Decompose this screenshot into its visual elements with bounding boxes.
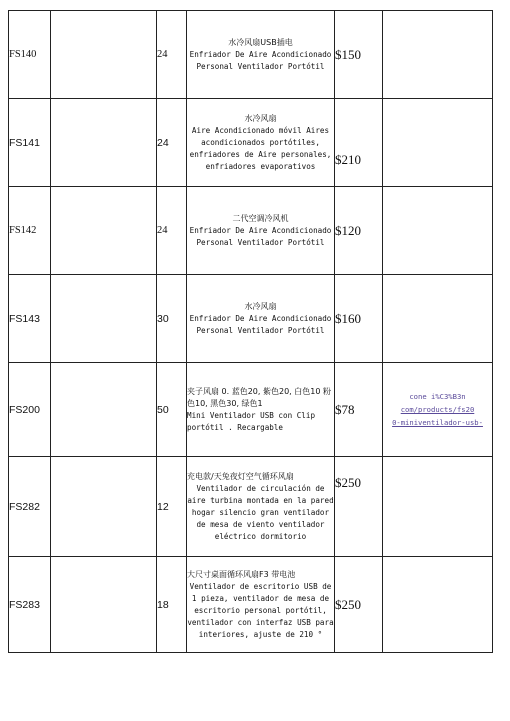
link-line-3[interactable]: 0-miniventilador-usb- [392,418,483,427]
description-chinese: 水冷风扇 [244,113,277,123]
product-code: FS283 [9,557,51,653]
product-image [51,275,157,363]
description-chinese: 二代空调冷风机 [232,213,289,223]
product-description [187,557,335,653]
product-description [187,363,335,457]
description-spanish: Enfriador De Aire Acondicionado Personal Ventilador Portótil [189,225,332,247]
description-spanish: Ventilador de escritorio USB de 1 pieza, ventilador de mesa de escritorio personal portótil, ventilador con interfaz USB para interiores, ajuste de 210 ° [187,581,334,639]
product-quantity: 18 [157,557,187,653]
product-image [51,457,157,557]
description-chinese: 夹子风扇 0. 蓝色20, 紫色20, 白色10 粉色10, 黑色30, 绿色1 [187,386,331,408]
description-chinese: 充电款/天兔夜灯空气循环风扇 [187,471,294,481]
product-price: $250 [335,457,383,557]
product-price: $250 [335,557,383,653]
product-photo [383,187,493,275]
product-description [187,187,335,275]
product-price: $210 [335,99,383,187]
product-quantity: 50 [157,363,187,457]
link-line-1[interactable]: cone i%C3%B3n [409,392,466,401]
product-photo [383,557,493,653]
product-code: FS142 [9,187,51,275]
product-description [187,99,335,187]
product-description [187,457,335,557]
product-price: $78 [335,363,383,457]
product-image [51,99,157,187]
product-image [51,187,157,275]
product-code: FS282 [9,457,51,557]
product-photo [383,275,493,363]
table-row [9,457,493,557]
table-row [9,363,493,457]
table-row [9,11,493,99]
table-row [9,557,493,653]
product-image [51,557,157,653]
product-image [51,363,157,457]
product-price: $120 [335,187,383,275]
product-price: $150 [335,11,383,99]
product-description [187,275,335,363]
description-chinese: 水冷风扇USB插电 [228,37,293,47]
description-spanish: Mini Ventilador USB con Clip portótil . Recargable [187,410,316,432]
description-chinese: 大尺寸桌面循环风扇F3 带电池 [187,569,296,579]
product-quantity: 24 [157,11,187,99]
link-line-2[interactable]: com/products/fs20 [400,405,475,414]
product-image [51,11,157,99]
table-row [9,187,493,275]
product-quantity: 30 [157,275,187,363]
product-quantity: 12 [157,457,187,557]
description-spanish: Aire Acondicionado móvil Aires acondicionados portótiles, enfriadores de Aire personales, enfriadores evaporativos [189,125,332,171]
product-photo-empty [383,99,493,187]
description-spanish: Enfriador De Aire Acondicionado Personal Ventilador Portótil [189,49,332,71]
product-description [187,11,335,99]
product-photo [383,457,493,557]
product-quantity: 24 [157,99,187,187]
product-code: FS200 [9,363,51,457]
product-price: $160 [335,275,383,363]
product-link[interactable] [383,363,493,457]
product-photo [383,11,493,99]
product-code: FS143 [9,275,51,363]
product-code: FS141 [9,99,51,187]
table-row [9,275,493,363]
product-table [8,10,493,653]
product-code: FS140 [9,11,51,99]
description-chinese: 水冷风扇 [244,301,277,311]
description-spanish: Ventilador de circulación de aire turbina montada en la pared hogar silencio gran ventilador de mesa de viento ventilador eléctrico dormitorio [187,483,334,541]
product-quantity: 24 [157,187,187,275]
description-spanish: Enfriador De Aire Acondicionado Personal Ventilador Portótil [189,313,332,335]
table-row [9,99,493,187]
